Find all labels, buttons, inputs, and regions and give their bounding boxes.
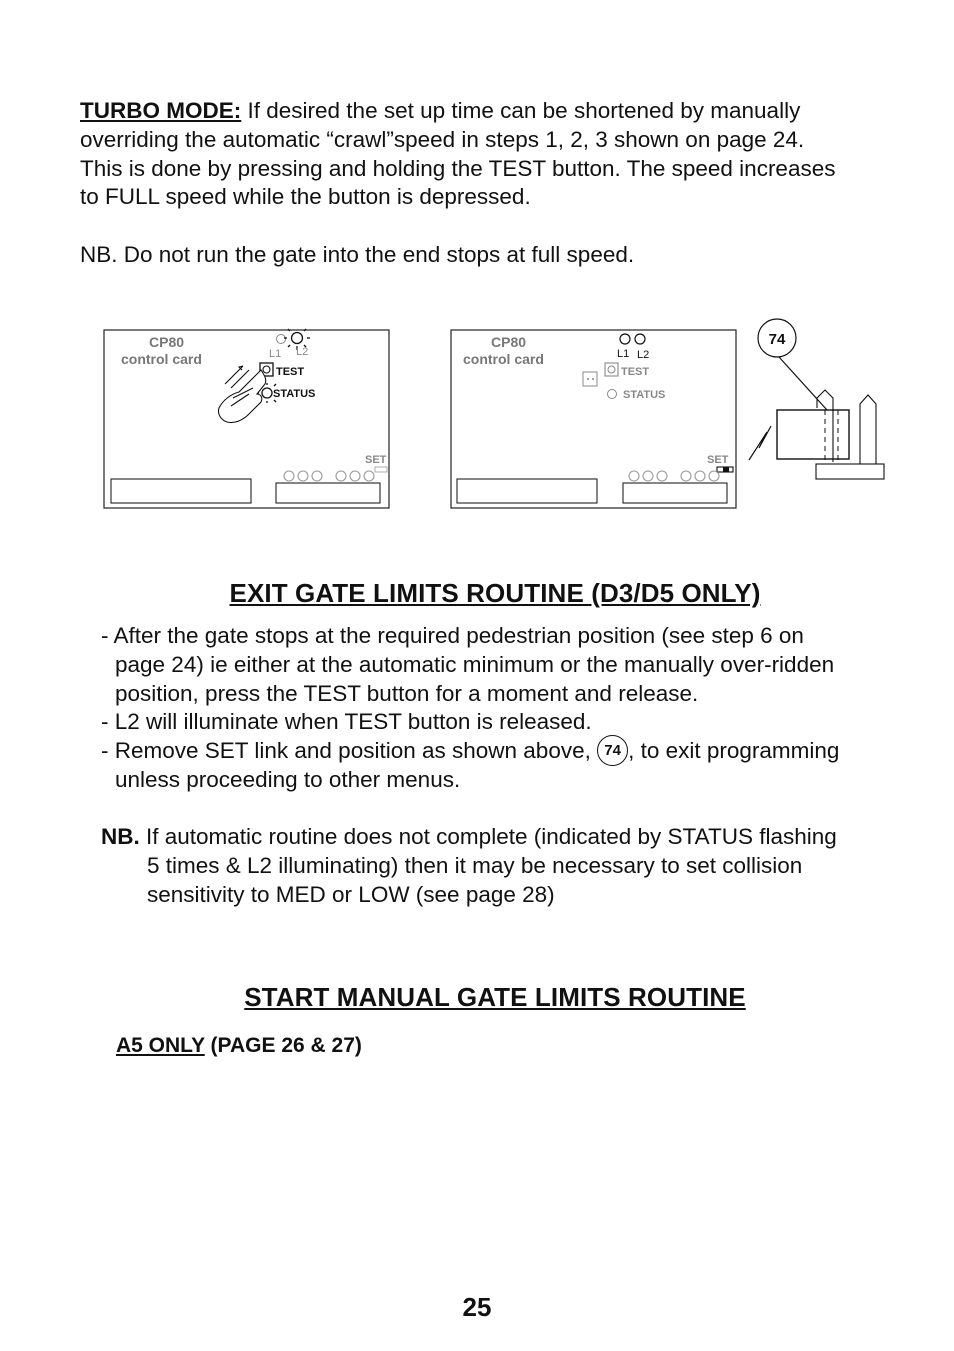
exit-nb-line-2: 5 times & L2 illuminating) then it may be necessary to set collision <box>147 853 803 878</box>
connector-block-left <box>111 479 251 503</box>
turbo-line-3: This is done by pressing and holding the TEST button. The speed increases <box>80 155 836 181</box>
nb-text-1: If automatic routine does not complete (indicated by STATUS flashing <box>139 824 837 849</box>
card-title: CP80 <box>491 334 527 350</box>
exit-bullet-3 <box>101 737 839 766</box>
nb-label: NB. <box>101 824 140 849</box>
terminal-holes-icon <box>284 471 374 481</box>
zigzag-link-icon <box>749 426 771 460</box>
turbo-label: TURBO MODE: <box>80 98 242 123</box>
card-subtitle: control card <box>463 351 544 367</box>
connector-block-right <box>623 483 727 503</box>
callout-leader <box>779 357 827 410</box>
start-sub-rest: (PAGE 26 & 27) <box>204 1034 362 1057</box>
exit-bullet-1 <box>101 622 804 651</box>
exit-b3-text-1: - Remove SET link and position as shown above, <box>101 738 598 763</box>
connector-block-left <box>457 479 597 503</box>
pin-base-icon <box>816 464 884 479</box>
start-subheading <box>116 1032 362 1061</box>
exit-b1-line-2: page 24) ie either at the automatic minimum or the manually over-ridden <box>115 652 835 677</box>
l1-led-icon <box>277 335 286 344</box>
exit-b3-text-2: , to exit programming <box>628 738 840 763</box>
inline-callout-74: 74 <box>597 735 628 766</box>
test-button-icon <box>605 363 618 376</box>
exit-b1-line-1: - After the gate stops at the required pedestrian position (see step 6 on <box>101 623 804 648</box>
terminal-holes-icon <box>629 471 719 481</box>
jumper-icon <box>583 372 597 386</box>
page-number: 25 <box>462 1292 492 1322</box>
status-label: STATUS <box>273 388 316 400</box>
test-label: TEST <box>621 366 650 378</box>
jumper-enlarged-icon <box>777 410 849 459</box>
status-led-icon <box>608 390 617 399</box>
turbo-note: NB. Do not run the gate into the end stops at full speed. <box>80 242 635 267</box>
hand-pressing-icon <box>218 370 265 423</box>
exit-b1-line-3: position, press the TEST button for a moment and release. <box>115 681 699 706</box>
turbo-line-2: overriding the automatic “crawl”speed in steps 1, 2, 3 shown on page 24. <box>80 126 805 152</box>
callout-label: 74 <box>768 331 786 348</box>
turbo-line-1 <box>80 97 835 126</box>
l2-led-icon <box>635 334 645 344</box>
set-link-icon <box>375 467 387 472</box>
card-subtitle: control card <box>121 351 202 367</box>
start-sub-label: A5 ONLY <box>116 1034 205 1057</box>
l2-label: L2 <box>296 346 309 358</box>
test-label: TEST <box>276 366 305 378</box>
set-label: SET <box>707 454 729 466</box>
l1-label: L1 <box>269 348 282 360</box>
exit-nb-line-1 <box>101 823 837 852</box>
turbo-paragraph <box>80 97 835 212</box>
status-label: STATUS <box>623 389 666 401</box>
diagram-right <box>449 314 889 514</box>
start-heading: START MANUAL GATE LIMITS ROUTINE <box>244 982 746 1012</box>
card-title: CP80 <box>149 334 185 350</box>
l1-label: L1 <box>617 348 630 360</box>
connector-block-right <box>276 483 380 503</box>
exit-nb-line-3: sensitivity to MED or LOW (see page 28) <box>147 882 555 907</box>
diagram-left <box>103 328 393 512</box>
turbo-line-4: to FULL speed while the button is depressed. <box>80 184 531 210</box>
press-motion-arrows-icon <box>225 366 249 388</box>
l1-led-icon <box>620 334 630 344</box>
turbo-text-1: If desired the set up time can be shortened by manually <box>241 98 801 123</box>
set-label: SET <box>365 454 387 466</box>
header-pin-icon <box>860 395 876 464</box>
exit-bullet-2: - L2 will illuminate when TEST button is released. <box>101 709 592 734</box>
exit-heading: EXIT GATE LIMITS ROUTINE (D3/D5 ONLY) <box>229 578 761 608</box>
exit-b3-line-2: unless proceeding to other menus. <box>115 767 461 792</box>
l2-label: L2 <box>637 349 650 361</box>
